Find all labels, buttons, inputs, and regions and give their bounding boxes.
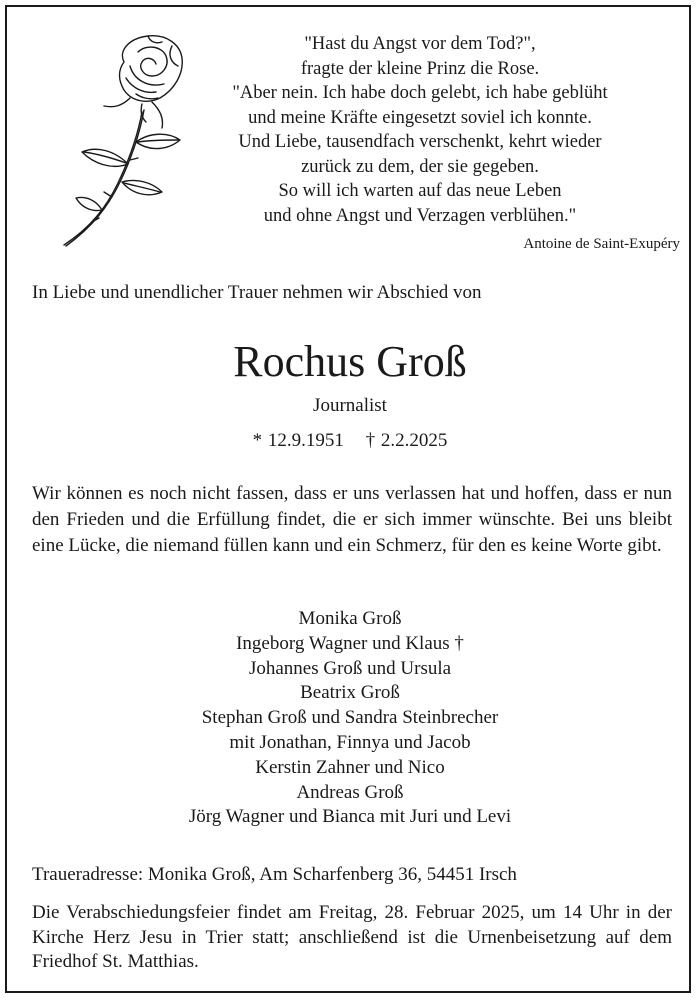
condolence-message: Wir können es noch nicht fassen, dass er uns verlassen hat und hoffen, dass er nun den Frieden und die Erfüllung findet, die er sich immer wünschte. Bei uns bleibt eine Lücke, die niemand füllen kann und ein Schmerz, für den es keine Worte gibt. xyxy=(32,483,672,556)
mourner-entry: Monika Groß xyxy=(298,608,402,629)
deceased-name: Rochus Groß xyxy=(233,337,467,386)
quote-line: und ohne Angst und Verzagen verblühen." xyxy=(263,205,577,226)
life-dates xyxy=(0,430,700,452)
quote-line: "Aber nein. Ich habe doch gelebt, ich habe geblüht xyxy=(232,83,608,103)
quote-line: zurück zu dem, der sie gegeben. xyxy=(301,156,539,177)
mourning-address: Traueradresse: Monika Groß, Am Scharfenberg 36, 54451 Irsch xyxy=(32,864,517,885)
rose-icon xyxy=(52,32,202,250)
quote-line: Und Liebe, tausendfach verschenkt, kehrt wieder xyxy=(238,132,602,152)
mourner-entry: Kerstin Zahner und Nico xyxy=(255,756,445,778)
mourner-entry: Stephan Groß und Sandra Steinbrecher xyxy=(201,707,499,729)
quote-author: Antoine de Saint-Exupéry xyxy=(523,236,680,252)
mourner-entry: Johannes Groß und Ursula xyxy=(248,657,452,679)
death-date: † 2.2.2025 xyxy=(365,430,448,451)
deceased-profession: Journalist xyxy=(313,395,387,416)
quote-line: So will ich warten auf das neue Leben xyxy=(278,181,562,201)
intro-text: In Liebe und unendlicher Trauer nehmen wir Abschied von xyxy=(32,282,482,303)
birth-date: * 12.9.1951 xyxy=(252,430,344,451)
quote-poem xyxy=(215,32,625,228)
mourners-list xyxy=(0,607,700,830)
mourner-entry: Ingeborg Wagner und Klaus † xyxy=(236,632,464,654)
mourner-entry: Jörg Wagner und Bianca mit Juri und Levi xyxy=(188,806,512,828)
quote-line: "Hast du Angst vor dem Tod?", xyxy=(304,34,536,54)
ceremony-info: Die Verabschiedungsfeier findet am Freitag, 28. Februar 2025, um 14 Uhr in der Kirche Herz Jesu in Trier statt; anschließend ist die Urnenbeisetzung auf dem Friedhof St. Matthias. xyxy=(32,902,672,972)
quote-line: fragte der kleine Prinz die Rose. xyxy=(300,58,540,79)
mourner-entry: Beatrix Groß xyxy=(300,682,400,704)
mourner-entry: Andreas Groß xyxy=(296,781,404,803)
quote-line: und meine Kräfte eingesetzt soviel ich konnte. xyxy=(248,107,592,128)
mourner-entry: mit Jonathan, Finnya und Jacob xyxy=(229,731,471,753)
